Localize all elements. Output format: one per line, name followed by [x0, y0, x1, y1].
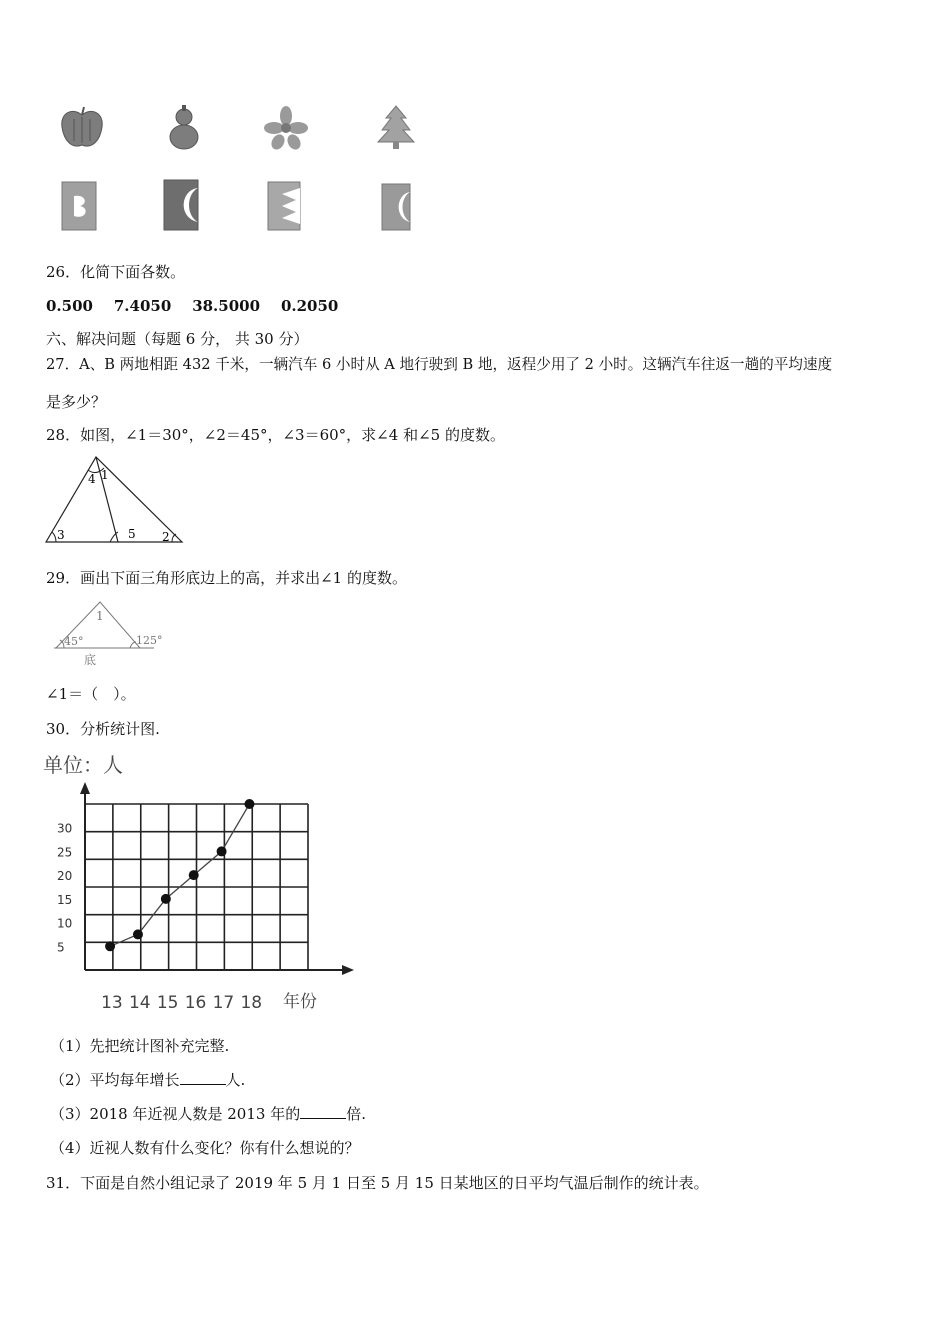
- number-item: 0.500: [46, 297, 93, 315]
- x-tick-label: 16: [184, 993, 207, 1013]
- number-item: 7.4050: [113, 297, 172, 315]
- data-point: [105, 941, 115, 951]
- angle-label: 125°: [136, 634, 163, 647]
- q26-prompt: 26．化简下面各数。: [46, 263, 186, 281]
- y-tick-label: 30: [57, 821, 73, 836]
- number-item: 38.5000: [192, 297, 261, 315]
- x-tick-label: 17: [212, 993, 235, 1013]
- line-chart: [40, 748, 360, 1024]
- base-label: 底: [84, 653, 97, 667]
- q30-sub4: （4）近视人数有什么变化？你有什么想说的？: [50, 1139, 360, 1157]
- x-tick-label: 18: [240, 993, 263, 1013]
- y-tick-label: 25: [57, 845, 73, 860]
- angle-label: 1: [96, 609, 104, 623]
- angle-label: 3: [57, 528, 65, 542]
- x-tick-label: 13: [101, 993, 123, 1013]
- series-line: [110, 804, 249, 946]
- cutout-e-moon-icon: [380, 182, 414, 236]
- cutout-e-flower-icon: [60, 180, 100, 236]
- q31-prompt: 31．下面是自然小组记录了 2019 年 5 月 1 日至 5 月 15 日某地区的日平均气温后制作的统计表。: [46, 1174, 709, 1192]
- q29-answer: ∠1＝（ ）。: [46, 685, 136, 703]
- number-item: 0.2050: [280, 297, 339, 315]
- q30-sub3-before: （3）2018 年近视人数是 2013 年的: [50, 1105, 301, 1123]
- q27-line1: 27．A、B 两地相距 432 千米，一辆汽车 6 小时从 A 地行驶到 B 地，返程少用了 2 小时。这辆汽车往返一趟的平均速度: [46, 356, 833, 373]
- section-heading: 六、解决问题（每题 6 分， 共 30 分）: [46, 330, 309, 348]
- q28-triangle-figure: [44, 454, 186, 550]
- data-point: [133, 929, 143, 939]
- gourd-icon: [164, 103, 204, 155]
- chart-grid: [85, 804, 308, 970]
- flower-icon: [264, 106, 308, 154]
- x-tick-label: 15: [156, 993, 179, 1013]
- angle-label: 45°: [64, 635, 84, 648]
- answer-blank[interactable]: [300, 1104, 346, 1119]
- angle-label: 1: [101, 468, 109, 482]
- q30-sub1: （1）先把统计图补充完整.: [50, 1037, 230, 1055]
- data-point: [244, 799, 254, 809]
- cutout-e-zigzag-icon: [266, 180, 304, 236]
- angle-label: 5: [128, 527, 136, 541]
- q27-line2: 是多少？: [46, 393, 107, 411]
- chart-tick-labels: [57, 822, 262, 1013]
- y-axis-arrow: [80, 782, 90, 794]
- cutout-e-moon-icon: [162, 178, 202, 236]
- angle-label: 4: [88, 472, 96, 486]
- q28-prompt: 28．如图，∠1＝30°，∠2＝45°，∠3＝60°，求∠4 和∠5 的度数。: [46, 426, 505, 444]
- tree-icon: [376, 104, 416, 154]
- q30-sub3-after: 倍.: [346, 1105, 366, 1123]
- q29-triangle-figure: [50, 598, 170, 674]
- q29-prompt: 29．画出下面三角形底边上的高，并求出∠1 的度数。: [46, 569, 407, 587]
- x-tick-label: 14: [128, 993, 151, 1013]
- y-tick-label: 5: [57, 940, 65, 955]
- y-tick-label: 10: [57, 916, 73, 931]
- x-axis-label: 年份: [283, 992, 317, 1012]
- apple-icon: [58, 105, 106, 155]
- chart-unit-label: 单位：人: [43, 753, 123, 777]
- q30-sub3: [50, 1104, 366, 1124]
- q30-sub2: [50, 1070, 245, 1090]
- chart-series: [105, 799, 254, 951]
- y-tick-label: 20: [57, 869, 73, 884]
- data-point: [189, 870, 199, 880]
- answer-blank[interactable]: [180, 1070, 226, 1085]
- data-point: [161, 894, 171, 904]
- q30-sub2-before: （2）平均每年增长: [50, 1071, 180, 1089]
- q30-prompt: 30．分析统计图.: [46, 720, 160, 738]
- x-axis-arrow: [342, 965, 354, 975]
- data-point: [217, 846, 227, 856]
- angle-label: 2: [162, 530, 170, 544]
- q26-numbers: [46, 296, 338, 316]
- q30-sub2-after: 人.: [225, 1071, 246, 1089]
- y-tick-label: 15: [57, 892, 73, 907]
- chart-axes: [80, 782, 354, 975]
